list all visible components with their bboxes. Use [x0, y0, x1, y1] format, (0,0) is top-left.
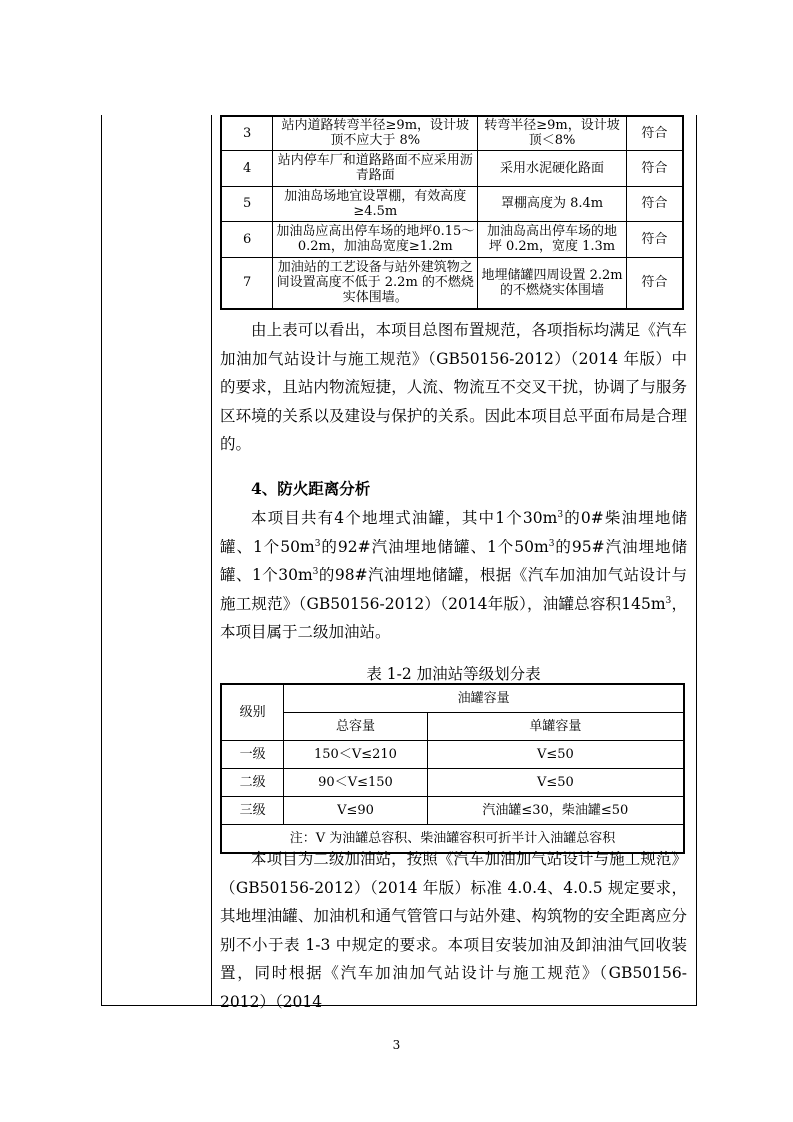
table-row	[221, 221, 683, 257]
requirement-cell: 站内停车厂和道路路面不应采用沥青路面	[273, 150, 478, 186]
table-row	[221, 797, 684, 825]
table-row	[221, 769, 684, 797]
superscript: 3	[312, 566, 319, 577]
table-row	[221, 116, 683, 150]
tank-text: 本项目共有4个地埋式油罐，其中1个30m	[251, 509, 558, 527]
capacity-header: 油罐容量	[284, 684, 684, 713]
row-number: 3	[221, 116, 273, 150]
page-number: 3	[392, 1038, 401, 1052]
result-cell: 符合	[626, 186, 683, 221]
table-row	[221, 257, 683, 309]
conclusion-paragraph: 由上表可以看出，本项目总图布置规范，各项指标均满足《汽车加油加气站设计与施工规范》（GB50156-2012）（2014 年版）中的要求，且站内物流短捷，人流、物流互不交叉干扰，协调了与服务区环境的关系以及建设与保护的关系。因此本项目总平面布局是合理的。	[220, 321, 687, 453]
single-cell: V≤50	[427, 769, 684, 797]
requirement-cell: 加油岛场地宜设罩棚，有效高度≥4.5m	[273, 186, 478, 221]
column-divider	[211, 115, 212, 1006]
total-cell: V≤90	[284, 797, 427, 825]
compliance-table	[220, 115, 684, 310]
grade-cell: 一级	[221, 741, 284, 769]
distance-paragraph: 本项目为二级加油站，按照《汽车加油加气站设计与施工规范》（GB50156-2012）（2014 年版）标准 4.0.4、4.0.5 规定要求，其地埋油罐、加油机和通气管管口与站外建、构筑物的安全距离应分别不小于表 1-3 中规定的要求。本项目安装加油及卸油油气回收装置，同时根据《汽车加油加气站设计与施工规范》（GB50156-2012）（2014	[220, 850, 687, 1011]
result-cell: 符合	[626, 150, 683, 186]
superscript: 3	[314, 538, 321, 549]
actual-cell: 罩棚高度为 8.4m	[478, 186, 626, 221]
single-cell: 汽油罐≤30，柴油罐≤50	[427, 797, 684, 825]
total-cell: 90＜V≤150	[284, 769, 427, 797]
result-cell: 符合	[626, 257, 683, 309]
row-number: 5	[221, 186, 273, 221]
total-header: 总容量	[284, 713, 427, 741]
actual-cell: 转弯半径≥9m，设计坡顶＜8%	[478, 116, 626, 150]
row-number: 6	[221, 221, 273, 257]
table-header-row	[221, 684, 684, 713]
tank-text: 的0#柴油埋地储罐、1个50m	[220, 509, 687, 556]
tank-text: 的98#汽油埋地储罐，根据《汽车加油加气站设计与施工规范》（GB50156-2012）（2014年版），油罐总容积145m	[220, 566, 687, 613]
table-row	[221, 150, 683, 186]
superscript: 3	[548, 538, 555, 549]
table-caption: 表 1-2 加油站等级划分表	[366, 665, 541, 683]
superscript: 3	[557, 509, 564, 520]
requirement-cell: 加油岛应高出停车场的地坪0.15～0.2m，加油岛宽度≥1.2m	[273, 221, 478, 257]
requirement-cell: 加油站的工艺设备与站外建筑物之间设置高度不低于 2.2m 的不燃烧实体围墙。	[273, 257, 478, 309]
single-header: 单罐容量	[427, 713, 684, 741]
grade-cell: 三级	[221, 797, 284, 825]
row-number: 4	[221, 150, 273, 186]
table-row	[221, 741, 684, 769]
total-cell: 150＜V≤210	[284, 741, 427, 769]
tank-paragraph	[220, 504, 687, 647]
actual-cell: 地埋储罐四周设置 2.2m 的不燃烧实体围墙	[478, 257, 626, 309]
grade-header: 级别	[221, 684, 284, 741]
single-cell: V≤50	[427, 741, 684, 769]
superscript: 3	[665, 595, 672, 606]
tank-text: 的92#汽油埋地储罐、1个50m	[320, 537, 549, 556]
grade-cell: 二级	[221, 769, 284, 797]
result-cell: 符合	[626, 221, 683, 257]
tank-text: 的95#汽油埋地储罐、1个30m	[220, 537, 687, 584]
actual-cell: 加油岛高出停车场的地坪 0.2m，宽度 1.3m	[478, 221, 626, 257]
table-row	[221, 186, 683, 221]
table-note: 注：V 为油罐总容积、柴油罐容积可折半计入油罐总容积	[221, 825, 684, 854]
grade-table	[220, 683, 685, 854]
table-header-row	[221, 713, 684, 741]
tank-text: ，本项目属于二级加油站。	[220, 594, 687, 641]
actual-cell: 采用水泥硬化路面	[478, 150, 626, 186]
requirement-cell: 站内道路转弯半径≥9m，设计坡顶不应大于 8%	[273, 116, 478, 150]
section-heading: 4、防火距离分析	[251, 479, 371, 498]
result-cell: 符合	[626, 116, 683, 150]
row-number: 7	[221, 257, 273, 309]
